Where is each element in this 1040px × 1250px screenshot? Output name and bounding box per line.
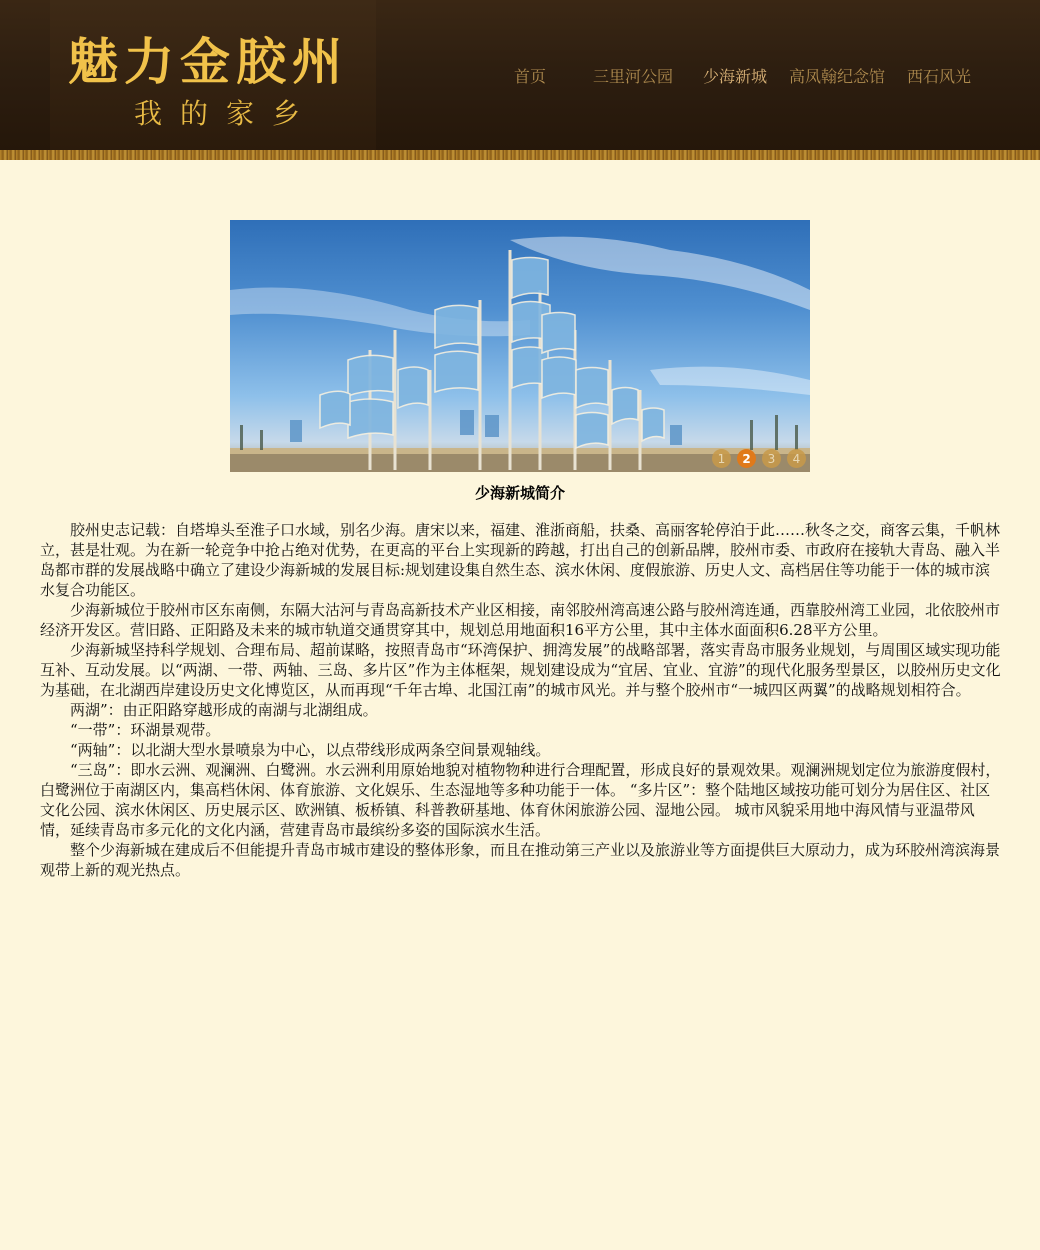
main-nav: [0, 64, 1040, 88]
nav-gaofenghan-memorial[interactable]: 高凤翰纪念馆: [789, 67, 886, 86]
nav-xishi-scenery[interactable]: 西石风光: [907, 67, 972, 86]
logo-subtitle: 我的家乡: [134, 97, 319, 130]
banner-image: [230, 220, 810, 472]
slide-indicators: [712, 449, 806, 468]
article-body: [40, 520, 1002, 880]
nav-shaohai-newtown[interactable]: 少海新城: [703, 67, 768, 86]
logo-title: 魅力金胶州: [68, 32, 348, 91]
article-paragraph: 少海新城坚持科学规划、合理布局、超前谋略，按照青岛市“环湾保护、拥湾发展”的战略部署，落实青岛市服务业规划，与周围区域实现功能互补、互动发展。以“两湖、一带、两轴、三岛、多片区”作为主体框架，规划建设成为“宜居、宜业、宜游”的现代化服务型景区，以胶州历史文化为基础，在北湖西岸建设历史文化博览区，从而再现“千年古埠、北国江南”的城市风光。并与整个胶州市“一城四区两翼”的战略规划相符合。: [40, 641, 1001, 699]
slide-dot-3[interactable]: 3: [762, 449, 781, 468]
slide-dot-2[interactable]: 2: [737, 449, 756, 468]
article-title: 少海新城简介: [474, 484, 565, 502]
article-paragraph: 少海新城位于胶州市区东南侧，东隔大沽河与青岛高新技术产业区相接，南邻胶州湾高速公路与胶州湾连通，西靠胶州湾工业园，北依胶州市经济开发区。营旧路、正阳路及未来的城市轨道交通贯穿其中，规划总用地面积16平方公里，其中主体水面面积6.28平方公里。: [40, 601, 1001, 639]
article-paragraph: 胶州史志记载：自塔埠头至淮子口水域，别名少海。唐宋以来，福建、淮浙商船，扶桑、高丽客轮停泊于此……秋冬之交，商客云集，千帆林立，甚是壮观。为在新一轮竞争中抢占绝对优势，在更高的平台上实现新的跨越，打出自己的创新品牌，胶州市委、市政府在接轨大青岛、融入半岛都市群的发展战略中确立了建设少海新城的发展目标:规划建设集自然生态、滨水休闲、度假旅游、历史人文、高档居住等功能于一体的城市滨水复合功能区。: [40, 521, 1001, 599]
banner-slideshow[interactable]: [230, 220, 810, 472]
nav-home[interactable]: 首页: [514, 67, 547, 86]
article-paragraph: “两轴”：以北湖大型水景喷泉为中心，以点带线形成两条空间景观轴线。: [70, 741, 551, 759]
slide-dot-1[interactable]: 1: [712, 449, 731, 468]
site-header: [0, 0, 1040, 160]
article-paragraph: 整个少海新城在建成后不但能提升青岛市城市建设的整体形象，而且在推动第三产业以及旅游业等方面提供巨大原动力，成为环胶州湾滨海景观带上新的观光热点。: [40, 841, 1001, 879]
article-paragraph: “一带”：环湖景观带。: [70, 721, 221, 739]
nav-sanlihe-park[interactable]: 三里河公园: [593, 67, 674, 86]
slide-dot-4[interactable]: 4: [787, 449, 806, 468]
article-paragraph: 两湖”：由正阳路穿越形成的南湖与北湖组成。: [70, 701, 378, 719]
article-paragraph: “三岛”：即水云洲、观澜洲、白鹭洲。水云洲利用原始地貌对植物物种进行合理配置，形成良好的景观效果。观澜洲规划定位为旅游度假村，白鹭洲位于南湖区内，集高档休闲、体育旅游、文化娱乐、生态湿地等多种功能于一体。 “多片区”：整个陆地区域按功能可划分为居住区、社区文化公园、滨水休闲区、历史展示区、欧洲镇、板桥镇、科普教研基地、体育休闲旅游公园、湿地公园。 城市风貌采用地中海风情与亚温带风情，延续青岛市多元化的文化内涵，营建青岛市最缤纷多姿的国际滨水生活。: [40, 761, 1001, 839]
